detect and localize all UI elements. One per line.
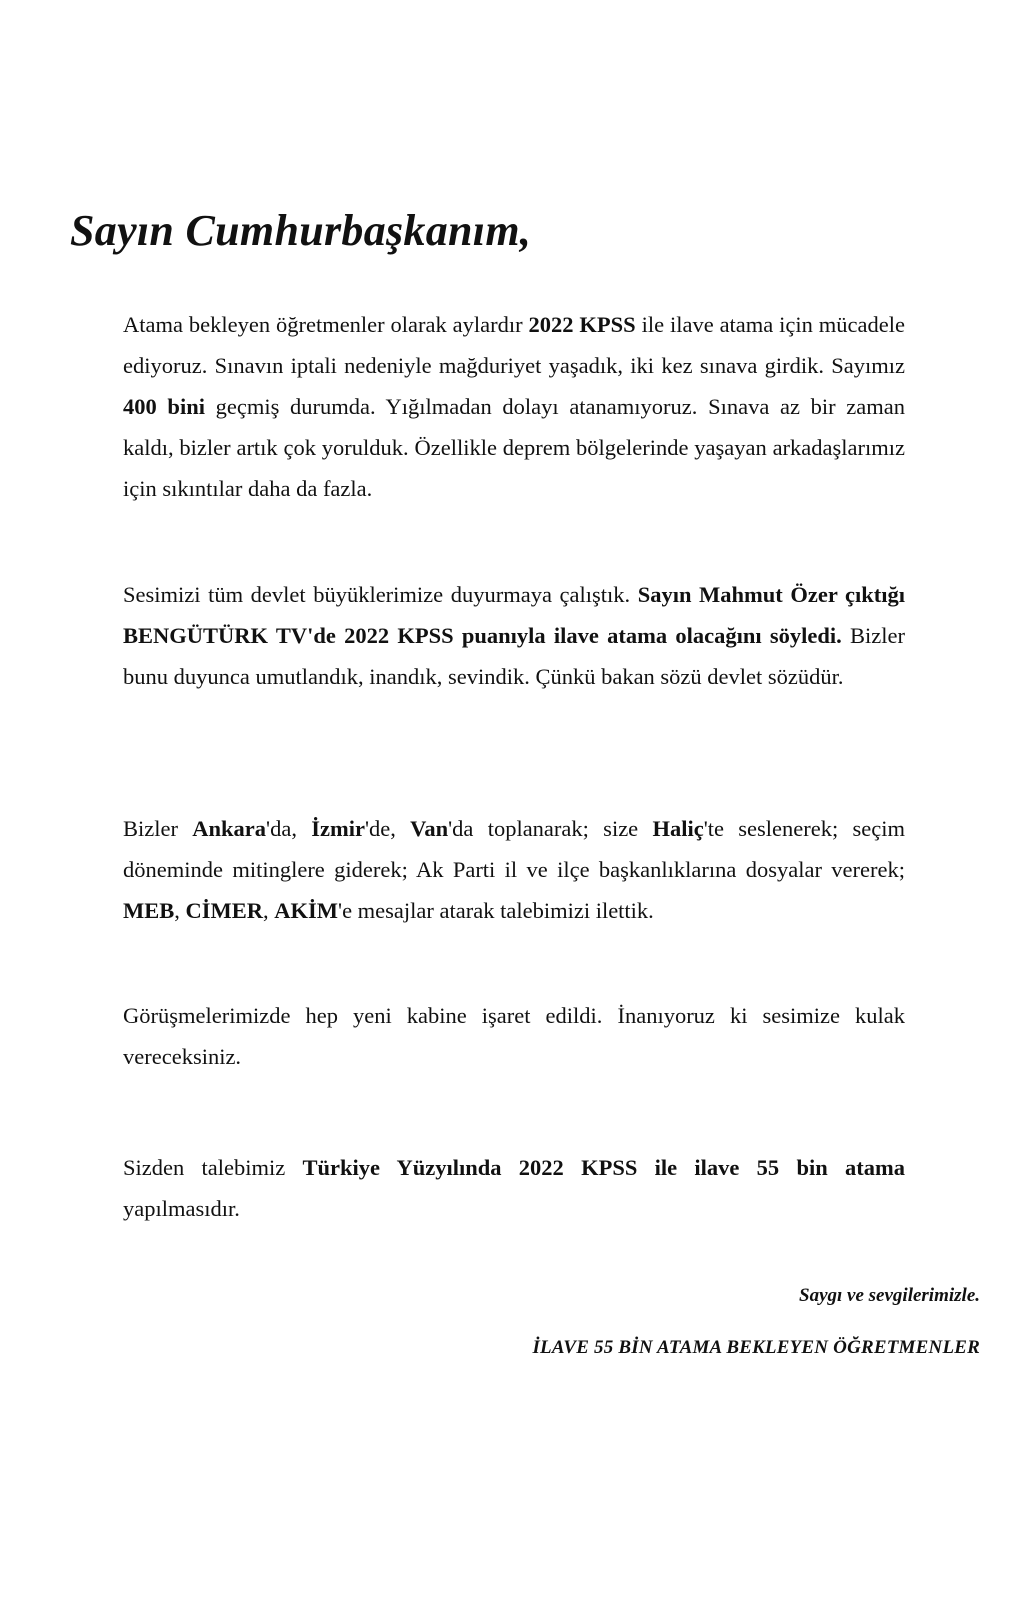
p3-text-a: Bizler bbox=[123, 816, 193, 841]
p4-text-a: Görüşmelerimizde hep yeni kabine işaret edildi. İnanıyoruz ki sesimize kulak vereceksiniz. bbox=[123, 1003, 905, 1069]
p3-bold-van: Van bbox=[410, 816, 449, 841]
p2-text-c: Bizler bunu duyunca umutlandık, inandık, sevindik. Çünkü bakan sözü devlet sözüdür. bbox=[123, 623, 906, 689]
paragraph-4 bbox=[123, 995, 905, 1077]
paragraph-1 bbox=[123, 304, 905, 509]
p3-text-i: 'te seslenerek; seçim döneminde mitinglere giderek; Ak Parti il ve ilçe başkanlıklarına dosyalar vererek; bbox=[123, 816, 905, 882]
p3-text-e: 'de, bbox=[364, 816, 411, 841]
p1-text-c: ile ilave atama için mücadele ediyoruz. Sınavın iptali nedeniyle mağduriyet yaşadık, iki kez sınava girdik. Sayımız bbox=[123, 312, 905, 378]
signature: İLAVE 55 BİN ATAMA BEKLEYEN ÖĞRETMENLER bbox=[532, 1337, 980, 1358]
paragraph-3 bbox=[123, 808, 905, 931]
paragraph-5 bbox=[123, 1147, 905, 1229]
p3-bold-cimer: CİMER bbox=[185, 898, 264, 923]
salutation: Sayın Cumhurbaşkanım, bbox=[70, 206, 532, 255]
p3-text-k: , bbox=[174, 898, 186, 923]
p3-bold-meb: MEB bbox=[123, 898, 175, 923]
p5-text-a: Sizden talebimiz bbox=[123, 1155, 303, 1180]
p3-bold-halic: Haliç bbox=[652, 816, 704, 841]
p2-bold-statement: Sayın Mahmut Özer çıktığı BENGÜTÜRK TV'de 2022 KPSS puanıyla ilave atama olacağını söyledi. bbox=[123, 582, 905, 648]
p1-bold-count: 400 bini bbox=[123, 394, 205, 419]
p3-bold-ankara: Ankara bbox=[192, 816, 267, 841]
p1-text-a: Atama bekleyen öğretmenler olarak aylardır bbox=[123, 312, 529, 337]
p2-text-a: Sesimizi tüm devlet büyüklerimize duyurmaya çalıştık. bbox=[123, 582, 638, 607]
p3-text-c: 'da, bbox=[266, 816, 312, 841]
closing-line: Saygı ve sevgilerimizle. bbox=[799, 1285, 980, 1306]
p5-text-c: yapılmasıdır. bbox=[123, 1196, 240, 1221]
p1-bold-kpss: 2022 KPSS bbox=[528, 312, 636, 337]
p3-text-m: , bbox=[263, 898, 275, 923]
p3-text-o: 'e mesajlar atarak talebimizi ilettik. bbox=[338, 898, 654, 923]
p5-bold-demand: Türkiye Yüzyılında 2022 KPSS ile ilave 55 bin atama bbox=[302, 1155, 905, 1180]
p3-text-g: 'da toplanarak; size bbox=[448, 816, 653, 841]
paragraph-2 bbox=[123, 574, 905, 697]
p3-bold-akim: AKİM bbox=[274, 898, 339, 923]
p1-text-e: geçmiş durumda. Yığılmadan dolayı atanamıyoruz. Sınava az bir zaman kaldı, bizler artık çok yorulduk. Özellikle deprem bölgelerinde yaşayan arkadaşlarımız için sıkıntılar daha da fazla. bbox=[123, 394, 906, 501]
p3-bold-izmir: İzmir bbox=[311, 816, 365, 841]
